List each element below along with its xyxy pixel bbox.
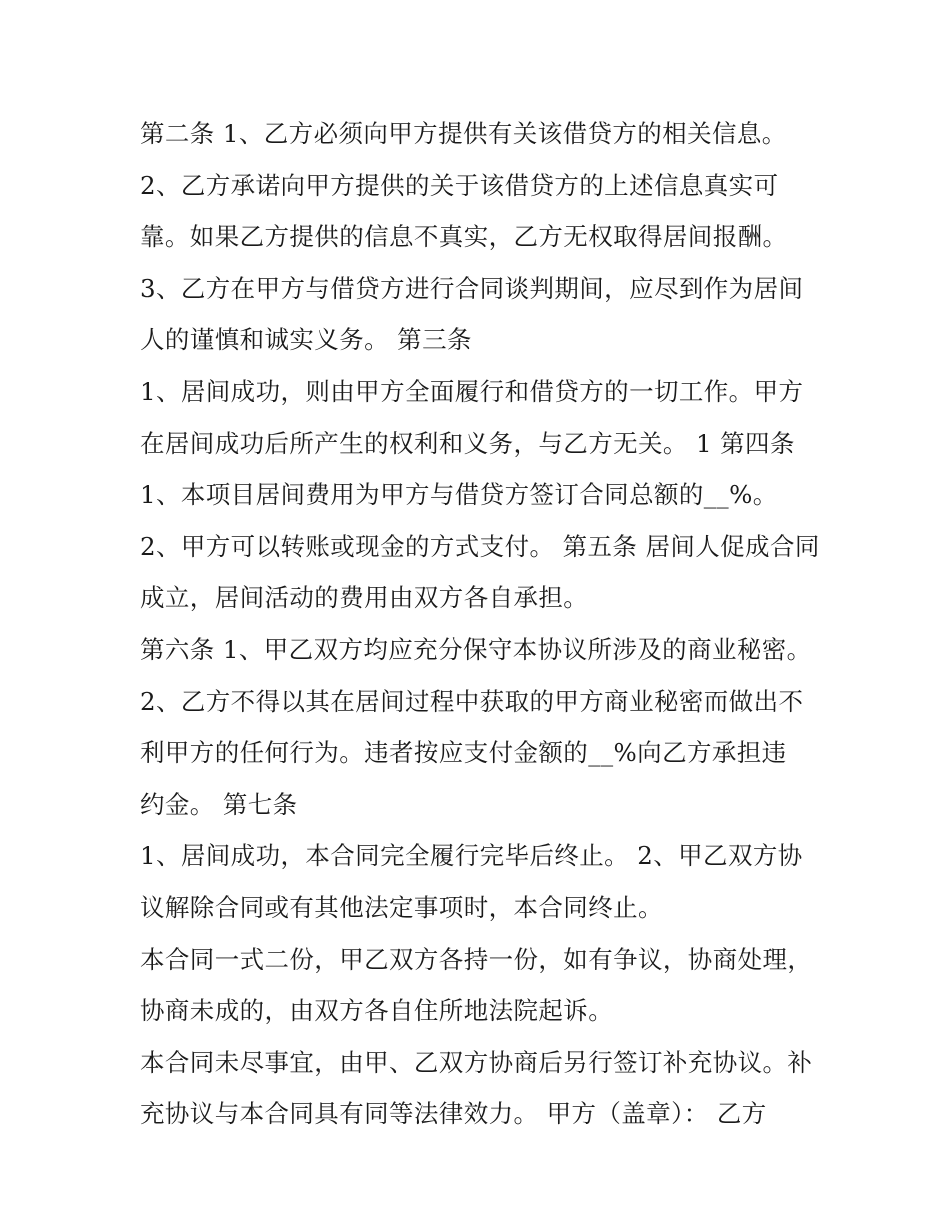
text-line: 2、甲方可以转账或现金的方式支付。 第五条 居间人促成合同 [140, 531, 820, 561]
text-line: 本合同一式二份，甲乙双方各持一份，如有争议，协商处理， [140, 944, 813, 974]
contract-text [140, 108, 830, 1140]
text-line: 协商未成的，由双方各自住所地法院起诉。 [140, 996, 614, 1026]
text-line: 3、乙方在甲方与借贷方进行合同谈判期间，应尽到作为居间 [140, 273, 804, 303]
text-line: 利甲方的任何行为。违者按应支付金额的__%向乙方承担违 [140, 738, 787, 768]
text-line: 第二条 1、乙方必须向甲方提供有关该借贷方的相关信息。 [140, 119, 787, 148]
text-line: 议解除合同或有其他法定事项时，本合同终止。 [140, 892, 663, 922]
text-line: 靠。如果乙方提供的信息不真实，乙方无权取得居间报酬。 [140, 222, 788, 252]
text-line: 2、乙方承诺向甲方提供的关于该借贷方的上述信息真实可 [140, 170, 779, 200]
text-line: 约金。 第七条 [140, 789, 298, 819]
text-line: 1、居间成功，本合同完全履行完毕后终止。 2、甲乙双方协 [140, 841, 803, 871]
text-line: 1、本项目居间费用为甲方与借贷方签订合同总额的__%。 [140, 480, 778, 510]
text-line: 充协议与本合同具有同等法律效力。 甲方（盖章）： 乙方 [140, 1099, 767, 1129]
text-line: 人的谨慎和诚实义务。 第三条 [140, 325, 472, 355]
text-line: 2、乙方不得以其在居间过程中获取的甲方商业秘密而做出不 [140, 686, 804, 716]
text-line: 本合同未尽事宜，由甲、乙双方协商后另行签订补充协议。补 [140, 1047, 813, 1077]
text-line: 1、居间成功，则由甲方全面履行和借贷方的一切工作。甲方 [140, 376, 804, 406]
text-line: 在居间成功后所产生的权利和义务，与乙方无关。 1 第四条 [140, 428, 795, 458]
text-line: 成立，居间活动的费用由双方各自承担。 [140, 583, 589, 613]
text-line: 第六条 1、甲乙双方均应充分保守本协议所涉及的商业秘密。 [140, 634, 812, 664]
